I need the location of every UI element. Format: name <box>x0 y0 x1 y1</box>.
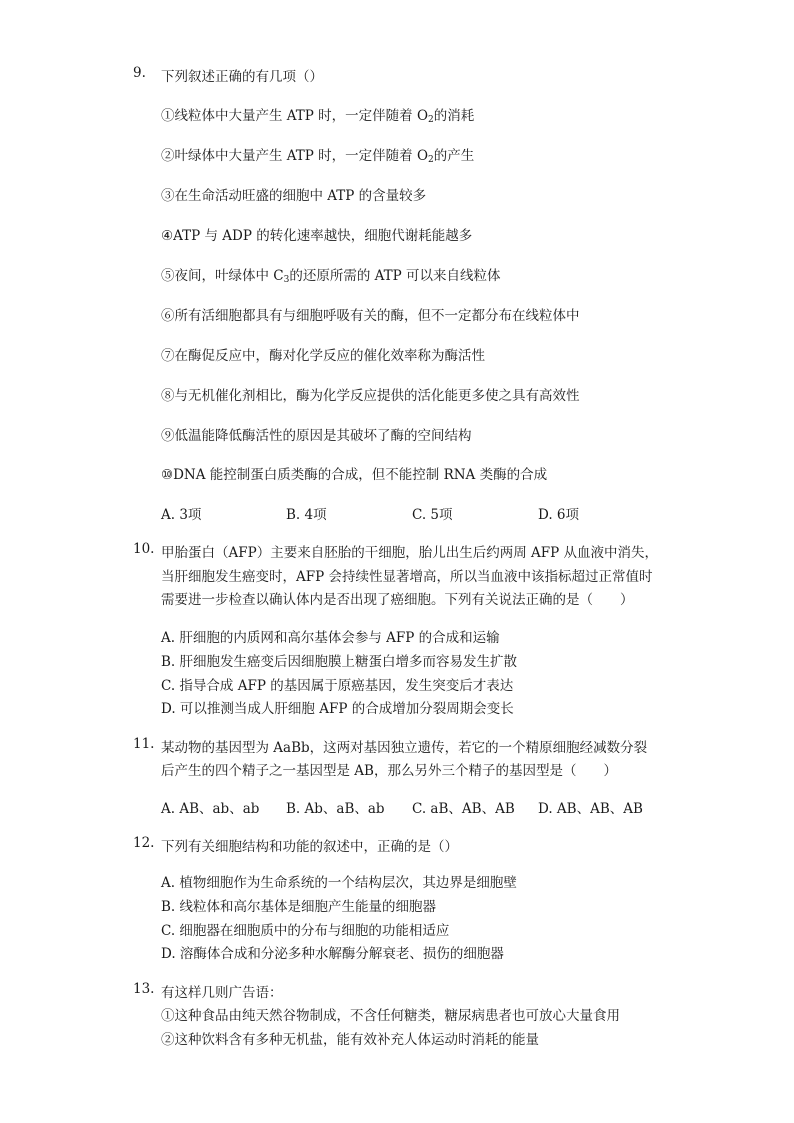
option-c: C. aB、AB、AB <box>412 801 515 817</box>
question-stem-line: 当肝细胞发生癌变时，AFP 会持续性显著增高，所以当血液中该指标超过正常值时 <box>161 569 653 585</box>
statement-item <box>161 224 472 244</box>
option-c: C. 5项 <box>412 507 453 523</box>
question-stem: 有这样几则广告语： <box>161 985 283 1001</box>
statement-text: 的产生 <box>433 148 475 164</box>
statement-item <box>161 264 501 285</box>
option-b: B. 线粒体和高尔基体是细胞产生能量的细胞器 <box>161 899 437 915</box>
option-d: D. AB、AB、AB <box>538 801 643 817</box>
statement-item <box>161 144 474 165</box>
statement-item <box>161 424 472 444</box>
question-number: 12. <box>133 835 155 851</box>
option-b: B. 4项 <box>286 507 327 523</box>
question-number: 13. <box>133 981 155 997</box>
question-stem-line: 需要进一步检查以确认体内是否出现了癌细胞。下列有关说法正确的是（ ） <box>161 592 634 608</box>
question-stem: 下列叙述正确的有几项（） <box>161 69 323 85</box>
question-number: 11. <box>133 736 155 752</box>
question-number: 9. <box>133 65 146 81</box>
statement-text: ⑤夜间，叶绿体中 C <box>161 268 284 284</box>
option-d: D. 可以推测当成人肝细胞 AFP 的合成增加分裂周期会变长 <box>161 701 514 717</box>
option-c: C. 细胞器在细胞质中的分布与细胞的功能相适应 <box>161 923 450 939</box>
statement-text: ⑧与无机催化剂相比，酶为化学反应提供的活化能更多使之具有高效性 <box>161 388 580 404</box>
statement-item: ②这种饮料含有多种无机盐，能有效补充人体运动时消耗的能量 <box>161 1032 539 1048</box>
statement-text: ③在生命活动旺盛的细胞中 ATP 的含量较多 <box>161 188 427 204</box>
statement-item <box>161 304 580 324</box>
statement-item <box>161 104 474 125</box>
statement-text: ⑩DNA 能控制蛋白质类酶的合成，但不能控制 RNA 类酶的合成 <box>161 467 548 483</box>
statement-text: ⑥所有活细胞都具有与细胞呼吸有关的酶，但不一定都分布在线粒体中 <box>161 308 580 324</box>
statement-text: ⑨低温能降低酶活性的原因是其破坏了酶的空间结构 <box>161 428 472 444</box>
statement-item <box>161 384 580 404</box>
statement-text: ②叶绿体中大量产生 ATP 时，一定伴随着 O <box>161 148 429 164</box>
statement-text: ④ATP 与 ADP 的转化速率越快，细胞代谢耗能越多 <box>161 228 473 244</box>
option-d: D. 6项 <box>538 507 580 523</box>
statement-text: 的还原所需的 ATP 可以来自线粒体 <box>289 268 501 284</box>
option-a: A. 3项 <box>161 507 202 523</box>
question-stem-line: 某动物的基因型为 AaBb，这两对基因独立遗传，若它的一个精原细胞经减数分裂 <box>161 740 648 756</box>
statement-text: ①线粒体中大量产生 ATP 时，一定伴随着 O <box>161 108 429 124</box>
option-a: A. AB、ab、ab <box>161 801 260 817</box>
subscript: 3 <box>283 275 290 285</box>
statement-item: ①这种食品由纯天然谷物制成，不含任何糖类，糖尿病患者也可放心大量食用 <box>161 1008 620 1024</box>
statement-text: 的消耗 <box>433 108 475 124</box>
option-a: A. 植物细胞作为生命系统的一个结构层次，其边界是细胞壁 <box>161 875 517 891</box>
option-c: C. 指导合成 AFP 的基因属于原癌基因，发生突变后才表达 <box>161 678 514 694</box>
statement-item <box>161 463 547 483</box>
option-d: D. 溶酶体合成和分泌多种水解酶分解衰老、损伤的细胞器 <box>161 946 504 962</box>
option-a: A. 肝细胞的内质网和高尔基体会参与 AFP 的合成和运输 <box>161 630 500 646</box>
question-stem-line: 甲胎蛋白（AFP）主要来自胚胎的干细胞，胎儿出生后约两周 AFP 从血液中消失， <box>161 545 658 561</box>
subscript: 2 <box>428 155 434 165</box>
option-b: B. 肝细胞发生癌变后因细胞膜上糖蛋白增多而容易发生扩散 <box>161 654 518 670</box>
statement-item <box>161 184 426 204</box>
question-number: 10. <box>133 541 155 557</box>
statement-text: ⑦在酶促反应中，酶对化学反应的催化效率称为酶活性 <box>161 348 485 364</box>
question-stem-line: 后产生的四个精子之一基因型是 AB，那么另外三个精子的基因型是（ ） <box>161 763 617 779</box>
question-stem: 下列有关细胞结构和功能的叙述中，正确的是（） <box>161 839 458 855</box>
subscript: 2 <box>428 115 434 125</box>
statement-item <box>161 344 485 364</box>
option-b: B. Ab、aB、ab <box>286 801 385 817</box>
